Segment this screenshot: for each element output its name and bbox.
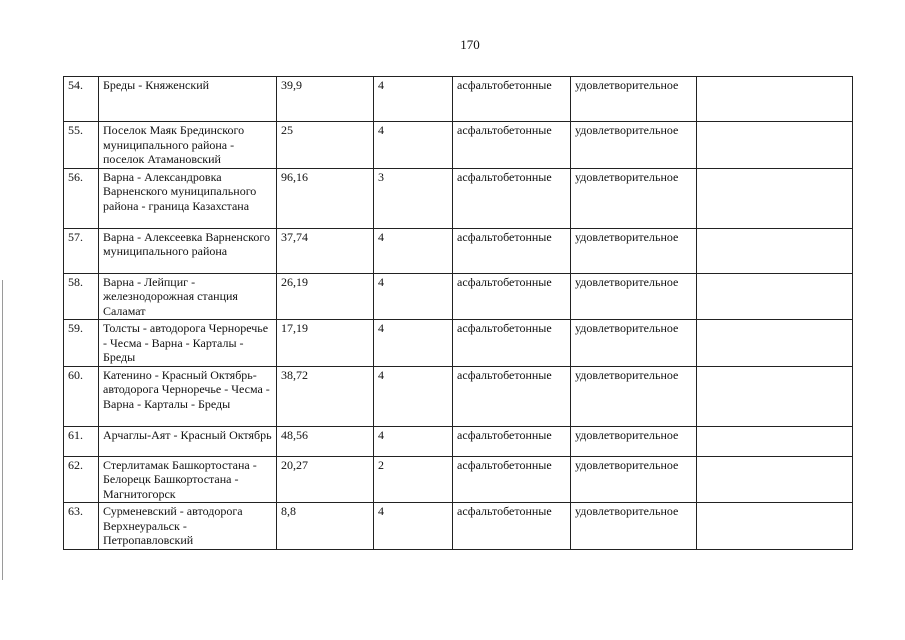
road-surface: асфальтобетонные [453,426,571,456]
road-length: 8,8 [277,503,374,550]
row-number: 60. [64,366,99,426]
table-row [64,168,853,228]
road-condition: удовлетворительное [571,320,697,367]
road-surface: асфальтобетонные [453,122,571,169]
road-extra [697,168,853,228]
road-condition: удовлетворительное [571,366,697,426]
road-extra [697,426,853,456]
road-extra [697,456,853,503]
road-extra [697,228,853,273]
scan-edge-line [2,280,3,580]
road-condition: удовлетворительное [571,503,697,550]
road-length: 25 [277,122,374,169]
table-row [64,320,853,367]
road-name: Сурменевский - автодорога Верхнеуральск - Петропавловский [99,503,277,550]
road-category: 2 [374,456,453,503]
road-name: Стерлитамак Башкортостана - Белорецк Башкортостана - Магнитогорск [99,456,277,503]
road-category: 4 [374,122,453,169]
road-condition: удовлетворительное [571,168,697,228]
road-category: 4 [374,503,453,550]
road-condition: удовлетворительное [571,456,697,503]
row-number: 62. [64,456,99,503]
road-length: 39,9 [277,77,374,122]
road-name: Варна - Лейпциг - железнодорожная станция Саламат [99,273,277,320]
road-length: 20,27 [277,456,374,503]
road-length: 17,19 [277,320,374,367]
road-category: 4 [374,77,453,122]
row-number: 61. [64,426,99,456]
road-name: Варна - Александровка Варненского муниципального района - граница Казахстана [99,168,277,228]
row-number: 54. [64,77,99,122]
road-name: Варна - Алексеевка Варненского муниципального района [99,228,277,273]
road-condition: удовлетворительное [571,273,697,320]
road-extra [697,503,853,550]
table-row [64,366,853,426]
road-surface: асфальтобетонные [453,273,571,320]
road-name: Поселок Маяк Брединского муниципального района - поселок Атамановский [99,122,277,169]
road-condition: удовлетворительное [571,122,697,169]
row-number: 56. [64,168,99,228]
road-surface: асфальтобетонные [453,366,571,426]
road-category: 4 [374,273,453,320]
roads-table [63,76,853,550]
road-length: 96,16 [277,168,374,228]
road-surface: асфальтобетонные [453,77,571,122]
table-row [64,426,853,456]
table-row [64,122,853,169]
road-length: 26,19 [277,273,374,320]
row-number: 58. [64,273,99,320]
table-row [64,503,853,550]
road-surface: асфальтобетонные [453,320,571,367]
road-surface: асфальтобетонные [453,503,571,550]
row-number: 63. [64,503,99,550]
table-row [64,273,853,320]
table-row [64,77,853,122]
road-length: 48,56 [277,426,374,456]
road-surface: асфальтобетонные [453,456,571,503]
table-row [64,456,853,503]
table-row [64,228,853,273]
road-name: Толсты - автодорога Черноречье - Чесма - Варна - Карталы - Бреды [99,320,277,367]
road-length: 38,72 [277,366,374,426]
road-condition: удовлетворительное [571,228,697,273]
road-extra [697,122,853,169]
road-surface: асфальтобетонные [453,168,571,228]
road-category: 4 [374,320,453,367]
road-extra [697,273,853,320]
road-name: Бреды - Княженский [99,77,277,122]
road-name: Арчаглы-Аят - Красный Октябрь [99,426,277,456]
road-extra [697,77,853,122]
page-number: 170 [460,37,480,52]
road-category: 4 [374,426,453,456]
road-extra [697,320,853,367]
road-condition: удовлетворительное [571,426,697,456]
row-number: 59. [64,320,99,367]
road-condition: удовлетворительное [571,77,697,122]
road-category: 3 [374,168,453,228]
row-number: 57. [64,228,99,273]
road-name: Катенино - Красный Октябрь- автодорога Черноречье - Чесма - Варна - Карталы - Бреды [99,366,277,426]
row-number: 55. [64,122,99,169]
road-category: 4 [374,366,453,426]
road-length: 37,74 [277,228,374,273]
road-surface: асфальтобетонные [453,228,571,273]
road-category: 4 [374,228,453,273]
road-extra [697,366,853,426]
